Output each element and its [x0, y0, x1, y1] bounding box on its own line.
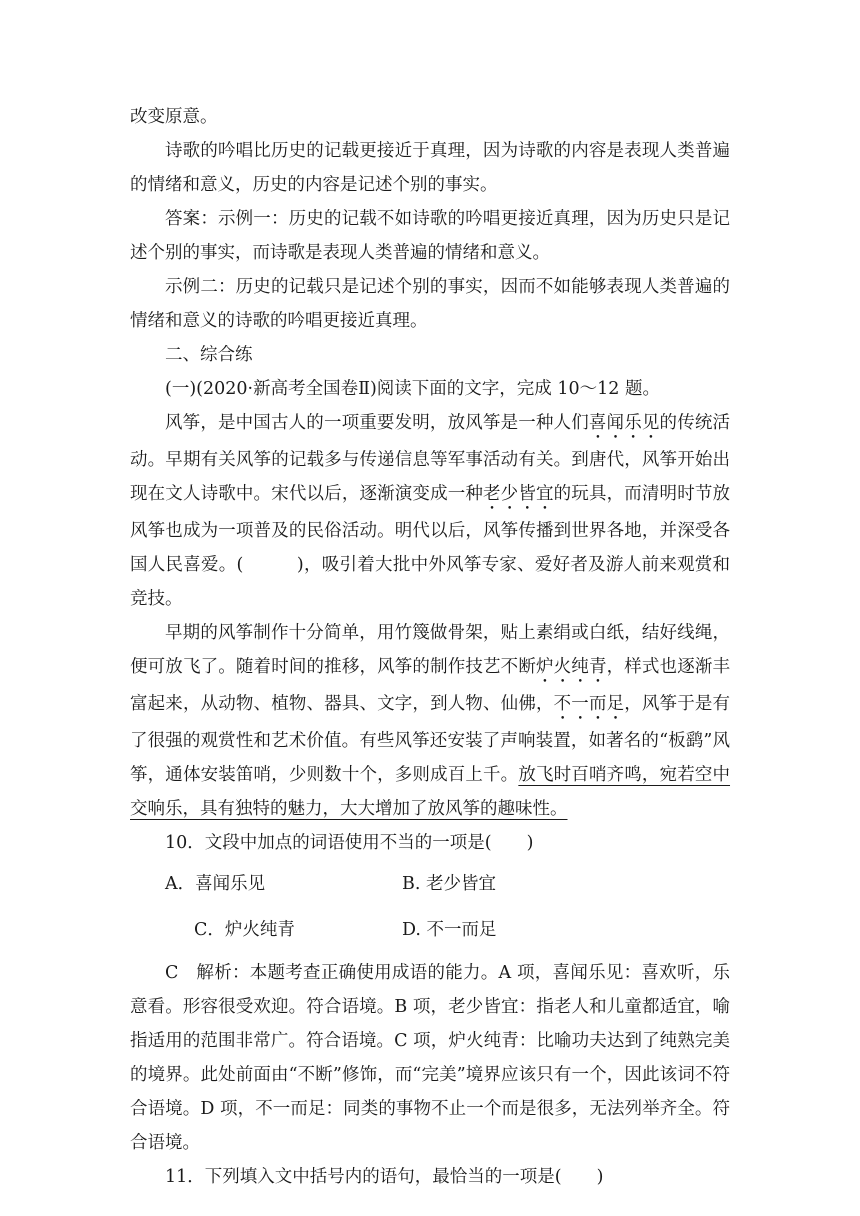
underlined-sentence: 放飞时百哨齐鸣，宛若空中交响乐，具有独特的魅力，大大增加了放风筝的趣味性。	[130, 765, 731, 819]
passage-text: 的玩具，而清明时节放风筝也成为一项普及的民俗活动。明代以后，风筝传播到世界各地，并深受各国人民喜爱。( )，吸引着大批中外风筝专家、爱好者及游人前来观赏和竞技。	[130, 484, 731, 609]
passage-paragraph-1	[130, 406, 730, 616]
passage-text: ，风筝于是有了很强的观赏性和艺术价值。有些风筝还安装了声响装置，如著名的“板鹞”风筝，通体安装笛哨，少则数十个，多则成百上千。	[130, 694, 731, 785]
sentence-paragraph: 诗歌的吟唱比历史的记载更接近于真理，因为诗歌的内容是表现人类普遍的情绪和意义，历史的内容是记述个别的事实。	[130, 141, 730, 195]
passage-paragraph-2	[130, 616, 730, 826]
text-line-top: 改变原意。	[130, 107, 218, 127]
dotted-phrase: 炉火纯青	[535, 657, 607, 677]
question-11: 11．下列填入文中括号内的语句，最恰当的一项是( )	[165, 1167, 604, 1187]
question-10: 10．文段中加点的词语使用不当的一项是( )	[165, 833, 534, 853]
option-b: B. 老少皆宜	[402, 874, 496, 894]
analysis-paragraph: C 解析：本题考查正确使用成语的能力。A 项，喜闻乐见：喜欢听，乐意看。形容很受欢迎。符合语境。B 项，老少皆宜：指老人和儿童都适宜，喻指适用的范围非常广。符合语境。C 项，炉火纯青：比喻功夫达到了纯熟完美的境界。此处前面由“不断”修饰，而“完美”境界应该只有一个，因此该词不符合语境。D 项，不一而足：同类的事物不止一个而是很多，无法列举齐全。符合语境。	[130, 963, 730, 1153]
passage-text: 风筝，是中国古人的一项重要发明，放风筝是一种人们	[165, 413, 589, 433]
option-a: A．喜闻乐见	[165, 874, 266, 894]
q10-options-row-1	[130, 862, 730, 904]
dotted-phrase: 老少皆宜	[483, 484, 554, 504]
answer-example-1: 答案：示例一：历史的记载不如诗歌的吟唱更接近真理，因为历史只是记述个别的事实，而诗歌是表现人类普遍的情绪和意义。	[130, 209, 730, 263]
section-heading: 二、综合练	[165, 345, 253, 365]
option-c: C．炉火纯青	[194, 920, 295, 940]
passage-text: 早期的风筝制作十分简单，用竹篾做骨架，贴上素绢或白纸，结好线绳，便可放飞了。随着时间的推移，风筝的制作技艺不断	[130, 623, 730, 677]
answer-example-2: 示例二：历史的记载只是记述个别的事实，因而不如能够表现人类普遍的情绪和意义的诗歌的吟唱更接近真理。	[130, 277, 730, 331]
dotted-phrase: 不一而足	[553, 694, 625, 714]
dotted-phrase: 喜闻乐见	[588, 413, 660, 433]
passage-text: 的传统活动。早期有关风筝的记载多与传递信息等军事活动有关。到唐代，风筝开始出现在文人诗歌中。宋代以后，逐渐演变成一种	[130, 413, 731, 504]
option-d: D. 不一而足	[402, 920, 497, 940]
passage-text: ，样式也逐渐丰富起来，从动物、植物、器具、文字，到人物、仙佛，	[130, 657, 731, 714]
passage-source: (一)(2020·新高考全国卷Ⅱ)阅读下面的文字，完成 10～12 题。	[165, 379, 660, 399]
q10-options-row-2	[130, 910, 730, 956]
